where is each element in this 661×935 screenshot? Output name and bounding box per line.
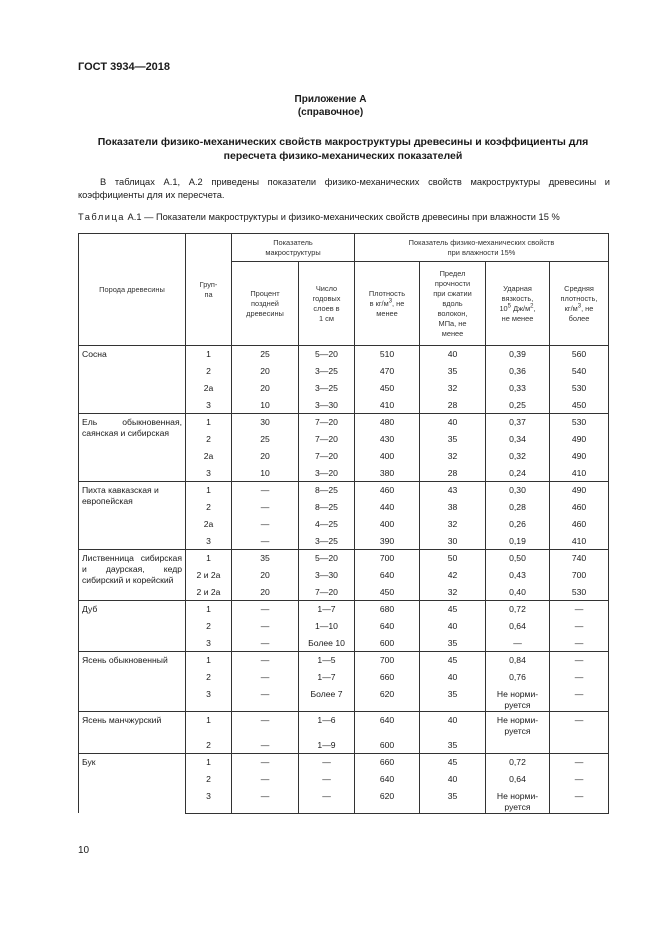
cell-late-wood: 10 [232, 397, 299, 414]
cell-average-density: — [550, 652, 609, 669]
cell-compression-strength: 40 [420, 618, 486, 635]
cell-density: 430 [355, 431, 420, 448]
cell-impact-toughness: 0,40 [486, 584, 550, 601]
cell-average-density: 450 [550, 397, 609, 414]
cell-impact-toughness: 0,30 [486, 482, 550, 499]
cell-density: 640 [355, 618, 420, 635]
cell-compression-strength: 45 [420, 601, 486, 618]
cell-average-density: 490 [550, 448, 609, 465]
cell-compression-strength: 50 [420, 550, 486, 567]
cell-impact-toughness: 0,32 [486, 448, 550, 465]
cell-late-wood: 20 [232, 363, 299, 380]
cell-group: 1 [186, 550, 232, 567]
cell-density: 400 [355, 448, 420, 465]
cell-late-wood: — [232, 618, 299, 635]
cell-group: 2 [186, 431, 232, 448]
cell-late-wood: — [232, 771, 299, 788]
cell-compression-strength: 35 [420, 431, 486, 448]
header-annual-layers: Число годовых слоев в 1 см [299, 262, 355, 346]
cell-annual-layers: 8—25 [299, 482, 355, 499]
cell-density: 660 [355, 754, 420, 771]
cell-compression-strength: 40 [420, 771, 486, 788]
cell-average-density: — [550, 686, 609, 712]
cell-density: 600 [355, 635, 420, 652]
cell-density: 640 [355, 567, 420, 584]
cell-compression-strength: 35 [420, 635, 486, 652]
cell-late-wood: — [232, 737, 299, 754]
header-group: Груп- па [186, 234, 232, 346]
cell-average-density: 740 [550, 550, 609, 567]
cell-impact-toughness: 0,64 [486, 771, 550, 788]
cell-group: 3 [186, 533, 232, 550]
species-name: Бук [79, 754, 186, 814]
cell-group: 2 [186, 669, 232, 686]
cell-density: 470 [355, 363, 420, 380]
cell-average-density [550, 737, 609, 754]
table-caption-prefix: Таблица [78, 212, 125, 222]
cell-average-density: 700 [550, 567, 609, 584]
cell-late-wood: 25 [232, 431, 299, 448]
density-label: Плотность в кг/м [368, 288, 406, 308]
cell-group: 1 [186, 346, 232, 363]
table-row [79, 550, 609, 567]
cell-late-wood: 20 [232, 584, 299, 601]
impact-unit-exponent: 2 [530, 303, 534, 310]
cell-average-density: 530 [550, 584, 609, 601]
cell-average-density: — [550, 601, 609, 618]
table-row [79, 601, 609, 618]
cell-density: 450 [355, 584, 420, 601]
cell-average-density: — [550, 771, 609, 788]
document-code: ГОСТ 3934—2018 [78, 61, 171, 73]
cell-density: 620 [355, 686, 420, 712]
species-name: Ясень обыкновенный [79, 652, 186, 712]
cell-annual-layers: 3—30 [299, 397, 355, 414]
table-row [79, 754, 609, 771]
cell-compression-strength: 32 [420, 448, 486, 465]
cell-compression-strength: 38 [420, 499, 486, 516]
cell-impact-toughness: 0,50 [486, 550, 550, 567]
section-title-line-1: Показатели физико-механических свойств макроструктуры древесины и коэффициенты для [97, 136, 589, 148]
cell-late-wood: — [232, 635, 299, 652]
cell-compression-strength: 28 [420, 465, 486, 482]
cell-group: 2 и 2а [186, 584, 232, 601]
cell-compression-strength: 32 [420, 380, 486, 397]
cell-annual-layers: 3—25 [299, 533, 355, 550]
cell-impact-toughness: 0,19 [486, 533, 550, 550]
cell-average-density: — [550, 669, 609, 686]
cell-average-density: 460 [550, 499, 609, 516]
impact-label-end: , не менее [501, 303, 536, 323]
cell-late-wood: — [232, 533, 299, 550]
cell-impact-toughness: 0,28 [486, 499, 550, 516]
cell-annual-layers: 7—20 [299, 414, 355, 431]
cell-density: 660 [355, 669, 420, 686]
cell-impact-toughness: 0,84 [486, 652, 550, 669]
cell-average-density: — [550, 754, 609, 771]
cell-group: 1 [186, 711, 232, 737]
section-title-line-2: пересчета физико-механических показателей [223, 150, 463, 162]
cell-annual-layers: 1—9 [299, 737, 355, 754]
cell-group: 3 [186, 397, 232, 414]
cell-impact-toughness: 0,37 [486, 414, 550, 431]
cell-density: 510 [355, 346, 420, 363]
cell-group: 1 [186, 652, 232, 669]
cell-density: 410 [355, 397, 420, 414]
species-name: Сосна [79, 346, 186, 414]
cell-density: 440 [355, 499, 420, 516]
cell-late-wood: — [232, 499, 299, 516]
cell-group: 3 [186, 686, 232, 712]
cell-compression-strength: 35 [420, 737, 486, 754]
cell-average-density: 530 [550, 414, 609, 431]
cell-density: 380 [355, 465, 420, 482]
cell-density: 620 [355, 788, 420, 814]
properties-table [78, 233, 609, 814]
table-row [79, 711, 609, 737]
cell-average-density: 490 [550, 482, 609, 499]
impact-label: Ударная вязкость, 10 [499, 283, 534, 313]
density-unit-exponent: 3 [388, 298, 393, 305]
section-title [78, 135, 608, 163]
cell-average-density: — [550, 788, 609, 814]
cell-density: 680 [355, 601, 420, 618]
cell-group: 3 [186, 788, 232, 814]
cell-annual-layers: 8—25 [299, 499, 355, 516]
cell-group: 2а [186, 380, 232, 397]
cell-average-density: 560 [550, 346, 609, 363]
cell-annual-layers: — [299, 771, 355, 788]
cell-impact-toughness [486, 737, 550, 754]
cell-average-density: — [550, 635, 609, 652]
cell-compression-strength: 30 [420, 533, 486, 550]
cell-group: 1 [186, 754, 232, 771]
table-caption [78, 212, 560, 222]
cell-late-wood: — [232, 652, 299, 669]
cell-annual-layers: 5—20 [299, 346, 355, 363]
cell-compression-strength: 28 [420, 397, 486, 414]
density-label-end: , не менее [376, 298, 405, 318]
cell-annual-layers: 1—5 [299, 652, 355, 669]
cell-late-wood: — [232, 754, 299, 771]
cell-group: 2а [186, 448, 232, 465]
cell-group: 2а [186, 516, 232, 533]
header-impact-toughness [486, 262, 550, 346]
page-number: 10 [78, 845, 90, 856]
cell-impact-toughness: — [486, 635, 550, 652]
cell-group: 1 [186, 414, 232, 431]
cell-impact-toughness: Не норми- руется [486, 711, 550, 737]
header-late-wood: Процент поздней древесины [232, 262, 299, 346]
table-body [79, 346, 609, 814]
cell-compression-strength: 35 [420, 788, 486, 814]
cell-annual-layers: 7—20 [299, 584, 355, 601]
cell-impact-toughness: 0,25 [486, 397, 550, 414]
header-macrostructure: Показатель макроструктуры [232, 234, 355, 262]
cell-impact-toughness: 0,33 [486, 380, 550, 397]
cell-compression-strength: 32 [420, 516, 486, 533]
avg-density-label: Средняя плотность, кг/м [560, 283, 598, 313]
cell-group: 2 [186, 771, 232, 788]
cell-impact-toughness: 0,36 [486, 363, 550, 380]
cell-group: 2 [186, 499, 232, 516]
cell-density: 460 [355, 482, 420, 499]
impact-exponent: 5 [507, 303, 512, 310]
table-row [79, 652, 609, 669]
cell-impact-toughness: 0,39 [486, 346, 550, 363]
table-row [79, 414, 609, 431]
cell-annual-layers: 1—7 [299, 601, 355, 618]
cell-annual-layers: 3—25 [299, 363, 355, 380]
cell-annual-layers: Более 10 [299, 635, 355, 652]
cell-compression-strength: 45 [420, 754, 486, 771]
cell-annual-layers: 3—30 [299, 567, 355, 584]
cell-group: 2 [186, 618, 232, 635]
cell-annual-layers: 7—20 [299, 431, 355, 448]
cell-annual-layers: 4—25 [299, 516, 355, 533]
cell-density: 400 [355, 516, 420, 533]
cell-average-density: 530 [550, 380, 609, 397]
species-name: Лиственница сибирская и даурская, кедр сибирский и корейский [79, 550, 186, 601]
species-name: Ель обыкновенная, саянская и сибирская [79, 414, 186, 482]
cell-impact-toughness: 0,43 [486, 567, 550, 584]
cell-late-wood: 25 [232, 346, 299, 363]
cell-impact-toughness: Не норми- руется [486, 788, 550, 814]
cell-annual-layers: — [299, 788, 355, 814]
header-compression-strength: Предел прочности при сжатии вдоль волокон, МПа, не менее [420, 262, 486, 346]
cell-annual-layers: 7—20 [299, 448, 355, 465]
species-name: Пихта кавказская и европейская [79, 482, 186, 550]
cell-late-wood: 20 [232, 448, 299, 465]
cell-impact-toughness: Не норми- руется [486, 686, 550, 712]
cell-impact-toughness: 0,34 [486, 431, 550, 448]
appendix-heading [0, 93, 661, 119]
cell-group: 3 [186, 635, 232, 652]
cell-impact-toughness: 0,64 [486, 618, 550, 635]
header-average-density [550, 262, 609, 346]
cell-annual-layers: 1—6 [299, 711, 355, 737]
cell-density: 450 [355, 380, 420, 397]
cell-impact-toughness: 0,24 [486, 465, 550, 482]
cell-density: 480 [355, 414, 420, 431]
cell-compression-strength: 35 [420, 363, 486, 380]
cell-late-wood: — [232, 686, 299, 712]
cell-group: 1 [186, 601, 232, 618]
cell-impact-toughness: 0,72 [486, 754, 550, 771]
cell-average-density: 460 [550, 516, 609, 533]
cell-density: 700 [355, 550, 420, 567]
cell-group: 3 [186, 465, 232, 482]
table-row [79, 482, 609, 499]
cell-late-wood: — [232, 711, 299, 737]
cell-annual-layers: 5—20 [299, 550, 355, 567]
header-density [355, 262, 420, 346]
cell-density: 640 [355, 711, 420, 737]
cell-average-density: 490 [550, 431, 609, 448]
cell-compression-strength: 35 [420, 686, 486, 712]
cell-average-density: — [550, 618, 609, 635]
cell-late-wood: — [232, 788, 299, 814]
header-species: Порода древесины [79, 234, 186, 346]
cell-compression-strength: 42 [420, 567, 486, 584]
cell-average-density: 540 [550, 363, 609, 380]
species-name: Дуб [79, 601, 186, 652]
cell-late-wood: — [232, 601, 299, 618]
intro-paragraph: В таблицах А.1, А.2 приведены показатели физико-механических свойств макроструктуры древесины и коэффициенты для их пересчета. [78, 177, 610, 200]
cell-annual-layers: 3—20 [299, 465, 355, 482]
appendix-title: Приложение А [294, 94, 367, 105]
impact-unit: Дж/м [511, 303, 531, 313]
cell-late-wood: 20 [232, 567, 299, 584]
cell-compression-strength: 45 [420, 652, 486, 669]
cell-annual-layers: 1—7 [299, 669, 355, 686]
cell-average-density: 410 [550, 465, 609, 482]
cell-compression-strength: 40 [420, 669, 486, 686]
cell-group: 2 [186, 737, 232, 754]
cell-late-wood: 20 [232, 380, 299, 397]
cell-impact-toughness: 0,72 [486, 601, 550, 618]
cell-late-wood: — [232, 482, 299, 499]
cell-compression-strength: 40 [420, 414, 486, 431]
cell-late-wood: — [232, 669, 299, 686]
cell-average-density: 410 [550, 533, 609, 550]
cell-density: 600 [355, 737, 420, 754]
cell-average-density: — [550, 711, 609, 737]
cell-compression-strength: 32 [420, 584, 486, 601]
avg-density-exponent: 3 [577, 303, 582, 310]
cell-late-wood: 10 [232, 465, 299, 482]
cell-annual-layers: 3—25 [299, 380, 355, 397]
appendix-subtitle: (справочное) [297, 107, 364, 118]
cell-compression-strength: 40 [420, 711, 486, 737]
cell-late-wood: 30 [232, 414, 299, 431]
header-physmech: Показатель физико-механических свойств при влажности 15% [355, 234, 609, 262]
cell-late-wood: — [232, 516, 299, 533]
species-name: Ясень манчжурский [79, 711, 186, 754]
cell-group: 2 [186, 363, 232, 380]
cell-density: 640 [355, 771, 420, 788]
cell-annual-layers: Более 7 [299, 686, 355, 712]
cell-impact-toughness: 0,26 [486, 516, 550, 533]
cell-impact-toughness: 0,76 [486, 669, 550, 686]
table-row [79, 346, 609, 363]
table-caption-text: А.1 — Показатели макроструктуры и физико-механических свойств древесины при влажности 15 % [124, 212, 560, 222]
avg-density-label-end: , не более [568, 303, 594, 323]
cell-annual-layers: 1—10 [299, 618, 355, 635]
cell-density: 390 [355, 533, 420, 550]
cell-compression-strength: 43 [420, 482, 486, 499]
cell-compression-strength: 40 [420, 346, 486, 363]
cell-annual-layers: — [299, 754, 355, 771]
cell-density: 700 [355, 652, 420, 669]
cell-group: 2 и 2а [186, 567, 232, 584]
cell-group: 1 [186, 482, 232, 499]
cell-late-wood: 35 [232, 550, 299, 567]
